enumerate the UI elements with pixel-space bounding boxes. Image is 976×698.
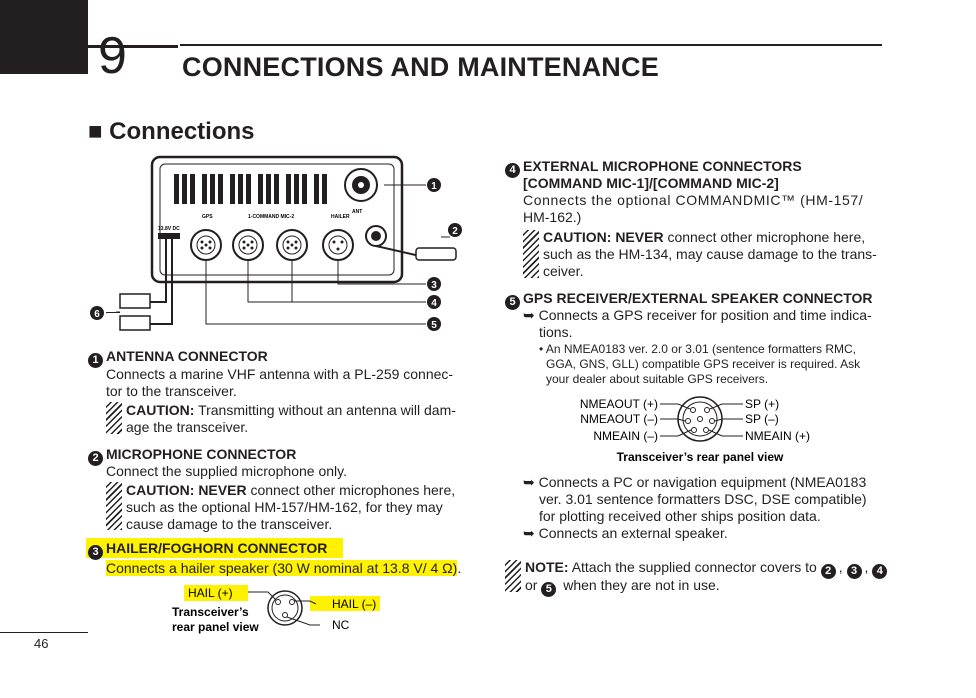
mic-caution-1: CAUTION: NEVER connect other microphones here, [126,482,456,498]
hail-minus-label: HAIL (–) [332,597,377,611]
page-rule [0,632,88,633]
ext-mic-desc-1: Connects the optional COMMANDMIC™ (HM-157/ [523,192,864,208]
ant-label: ANT [352,209,363,215]
rear-panel-illustration [108,152,468,342]
mic-desc: Connect the supplied microphone only. [106,463,348,479]
chapter-tab-line [0,45,178,48]
hailer-pin-diagram [160,580,400,638]
svg-text:2: 2 [452,226,458,237]
antenna-connector [345,169,377,201]
ext-mic-heading-2: [COMMAND MIC-1]/[COMMAND MIC-2] [523,175,779,191]
svg-text:3: 3 [431,280,437,291]
callout-1 [427,178,441,192]
gps-connector [191,230,221,260]
nc-label: NC [332,618,350,632]
ext-mic-caution-1: CAUTION: NEVER connect other microphone here, [543,229,866,245]
caution-icon [106,482,122,530]
gps-pin-diagram [560,392,820,468]
note-line-1: NOTE: Attach the supplied connector covers to 2 , 3 , 4 [525,559,890,579]
gps-bullet-2c: for plotting received other ships position data. [539,508,821,524]
callout-5 [427,317,441,331]
chapter-rule [180,44,882,46]
gps-bullet-2a: ➥ Connects a PC or navigation equipment (NMEA0183 [523,474,867,490]
nmeain-minus-label: NMEAIN (–) [593,429,658,443]
antenna-caution-2: age the transceiver. [126,419,249,435]
cmd-mic-label: 1-COMMAND MIC-2 [248,214,295,220]
ext-mic-desc-2: HM-162.) [523,209,582,225]
cmd-mic1-connector [233,230,263,260]
svg-text:6: 6 [94,309,100,320]
gps-sub-3: your dealer about suitable GPS receivers. [546,372,769,386]
gps-sub-2: GGA, GNS, GLL) compatible GPS receiver is required. Ask [546,357,861,371]
gps-bullet-3: ➥ Connects an external speaker. [523,525,728,541]
callout-6-marker [86,302,108,324]
gps-label: GPS [202,214,213,220]
chapter-tab [0,0,88,74]
hailer-desc: Connects a hailer speaker (30 W nominal at 13.8 V/ 4 Ω). [106,560,462,576]
callout-4 [427,295,441,309]
mic-heading: 2 MICROPHONE CONNECTOR [88,446,296,466]
gps-bullet-1b: tions. [539,324,573,340]
note-line-2: or 5 when they are not in use. [525,577,720,595]
page-number: 46 [34,636,49,651]
hailer-label: HAILER [331,214,350,220]
callout-3 [427,277,441,291]
caution-icon [106,402,122,434]
cmd-mic2-connector [277,230,307,260]
gps-heading: 5 GPS RECEIVER/EXTERNAL SPEAKER CONNECTOR [505,290,873,310]
antenna-heading: 1 ANTENNA CONNECTOR [88,348,268,368]
dc-label: 13.8V DC [158,226,180,232]
hailer-caption-1: Transceiver’s [172,605,249,619]
caution-icon [523,230,539,278]
hailer-heading: 3 HAILER/FOGHORN CONNECTOR [86,540,343,560]
gps-bullet-2b: ver. 3.01 sentence formatters DSC, DSE compatible) [539,491,867,507]
nmeaout-minus-label: NMEAOUT (–) [580,412,658,426]
sp-minus-label: SP (–) [745,412,779,426]
svg-text:1: 1 [431,181,437,192]
chapter-number: 9 [98,27,127,85]
antenna-desc-2: tor to the transceiver. [106,383,237,399]
nmeaout-plus-label: NMEAOUT (+) [579,397,658,411]
hailer-connector [323,230,353,260]
svg-text:5: 5 [431,320,437,331]
gps-bullet-1a: ➥ Connects a GPS receiver for position and time indica- [523,307,872,323]
antenna-caution-1: CAUTION: Transmitting without an antenna will dam- [126,402,456,418]
note-icon [505,560,521,592]
hailer-caption-2: rear panel view [172,620,259,634]
mic-caution-2: such as the optional HM-157/HM-162, for they may [126,499,443,515]
antenna-desc-1: Connects a marine VHF antenna with a PL-259 connec- [106,366,454,382]
gps-caption: Transceiver’s rear panel view [616,450,784,464]
mic-caution-3: cause damage to the transceiver. [126,516,333,532]
svg-text:4: 4 [431,298,437,309]
chapter-title: CONNECTIONS AND MAINTENANCE [182,52,659,82]
sp-plus-label: SP (+) [745,397,780,411]
gps-sub-1: • An NMEA0183 ver. 2.0 or 3.01 (sentence formatters RMC, [539,342,857,356]
nmeain-plus-label: NMEAIN (+) [745,429,811,443]
callout-2 [448,223,462,237]
ext-mic-caution-2: such as the HM-134, may cause damage to the trans- [543,246,877,262]
hail-plus-label: HAIL (+) [188,586,233,600]
ext-mic-heading: 4 EXTERNAL MICROPHONE CONNECTORS [505,158,802,178]
ext-mic-caution-3: ceiver. [543,263,584,279]
section-title: ■ Connections [88,118,255,145]
